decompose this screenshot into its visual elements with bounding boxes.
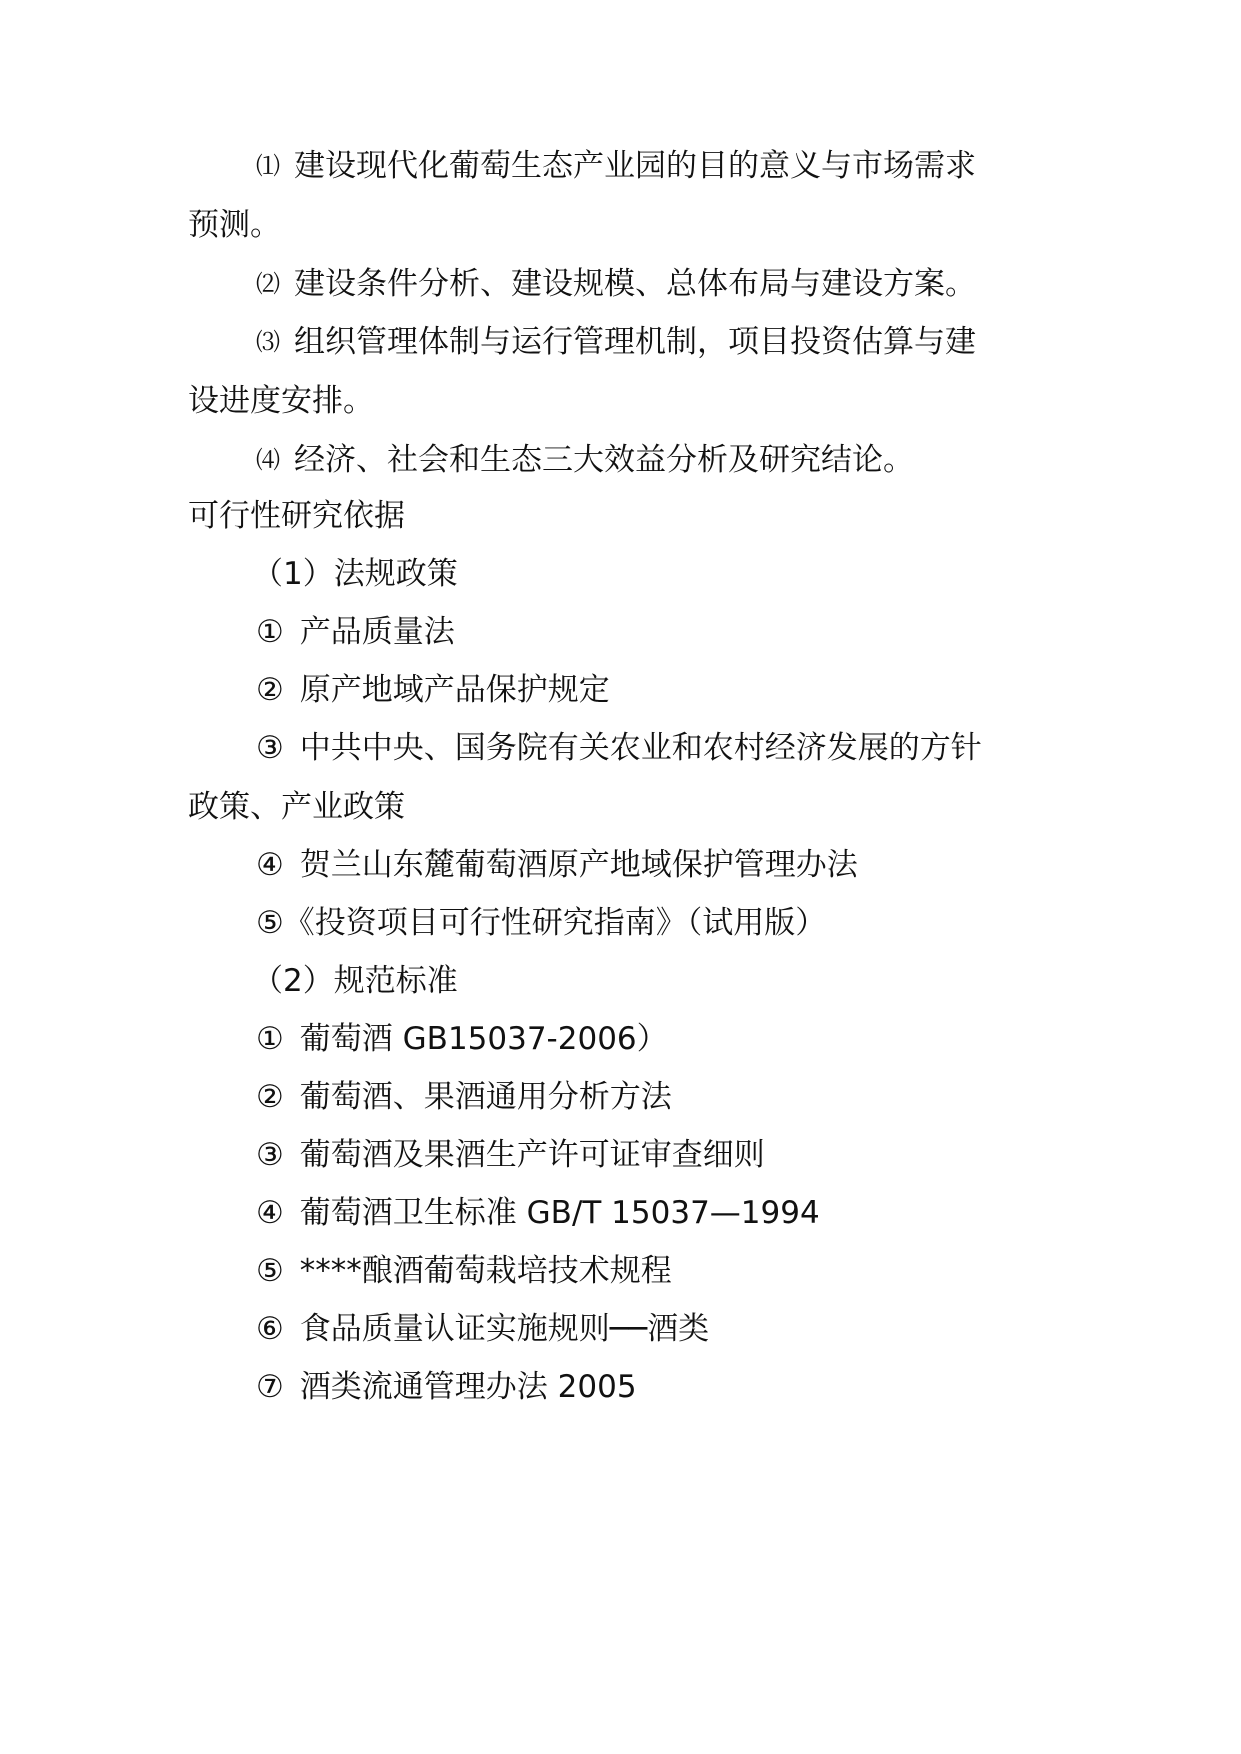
item-text: 酒类流通管理办法 2005 — [299, 1369, 637, 1405]
objective-item-3-continuation — [188, 381, 374, 421]
standard-item-7 — [256, 1367, 637, 1407]
standard-item-4 — [256, 1193, 820, 1233]
objective-item-2 — [256, 264, 976, 304]
law-item-4 — [256, 845, 858, 885]
section-heading: 可行性研究依据 — [188, 498, 405, 534]
law-item-3 — [256, 728, 982, 768]
item-number: ① — [256, 1021, 284, 1057]
item-number: ③ — [256, 730, 284, 766]
item-number: ④ — [256, 1195, 284, 1231]
standard-item-1 — [256, 1019, 668, 1059]
objective-item-4 — [256, 440, 914, 480]
law-item-2 — [256, 670, 610, 710]
item-text: 组织管理体制与运行管理机制，项目投资估算与建 — [294, 324, 976, 360]
standard-item-5 — [256, 1251, 672, 1291]
objective-item-1-continuation — [188, 205, 281, 245]
subsection-heading-laws: （1）法规政策 — [252, 556, 458, 592]
objective-item-1 — [256, 146, 976, 186]
objective-item-3 — [256, 322, 976, 362]
item-number: ③ — [256, 1137, 284, 1173]
item-text: 经济、社会和生态三大效益分析及研究结论。 — [294, 442, 914, 478]
item-text: 葡萄酒 GB15037-2006） — [299, 1021, 668, 1057]
item-text: 贺兰山东麓葡萄酒原产地域保护管理办法 — [299, 847, 858, 883]
item-text: 预测。 — [188, 207, 281, 243]
law-item-5 — [256, 903, 826, 943]
item-text: 原产地域产品保护规定 — [299, 672, 610, 708]
item-text: 《投资项目可行性研究指南》（试用版） — [283, 905, 827, 941]
item-text: ****酿酒葡萄栽培技术规程 — [299, 1253, 672, 1289]
item-text: 设进度安排。 — [188, 383, 374, 419]
item-text: 政策、产业政策 — [188, 789, 405, 825]
item-text: 葡萄酒、果酒通用分析方法 — [299, 1079, 672, 1115]
standard-item-6 — [256, 1309, 709, 1349]
item-text: 建设条件分析、建设规模、总体布局与建设方案。 — [294, 266, 976, 302]
item-number: ⑵ — [256, 270, 280, 298]
item-number: ⑤ — [256, 905, 284, 941]
item-number: ④ — [256, 847, 284, 883]
standard-item-2 — [256, 1077, 672, 1117]
item-number: ⑥ — [256, 1311, 284, 1347]
item-number: ⑶ — [256, 328, 280, 356]
law-item-3-continuation — [188, 787, 405, 827]
item-text: 产品质量法 — [299, 614, 455, 650]
item-number: ② — [256, 672, 284, 708]
item-text: 食品质量认证实施规则──酒类 — [299, 1311, 710, 1347]
law-item-1 — [256, 612, 455, 652]
item-number: ⑷ — [256, 446, 280, 474]
item-number: ⑤ — [256, 1253, 284, 1289]
item-text: 中共中央、国务院有关农业和农村经济发展的方针 — [299, 730, 982, 766]
standard-item-3 — [256, 1135, 765, 1175]
item-number: ② — [256, 1079, 284, 1115]
subsection-heading-standards: （2）规范标准 — [252, 963, 458, 999]
item-number: ① — [256, 614, 284, 650]
item-number: ⑦ — [256, 1369, 284, 1405]
item-text: 建设现代化葡萄生态产业园的目的意义与市场需求 — [294, 148, 976, 184]
item-text: 葡萄酒卫生标准 GB/T 15037—1994 — [299, 1195, 820, 1231]
item-text: 葡萄酒及果酒生产许可证审查细则 — [299, 1137, 765, 1173]
item-number: ⑴ — [256, 152, 280, 180]
